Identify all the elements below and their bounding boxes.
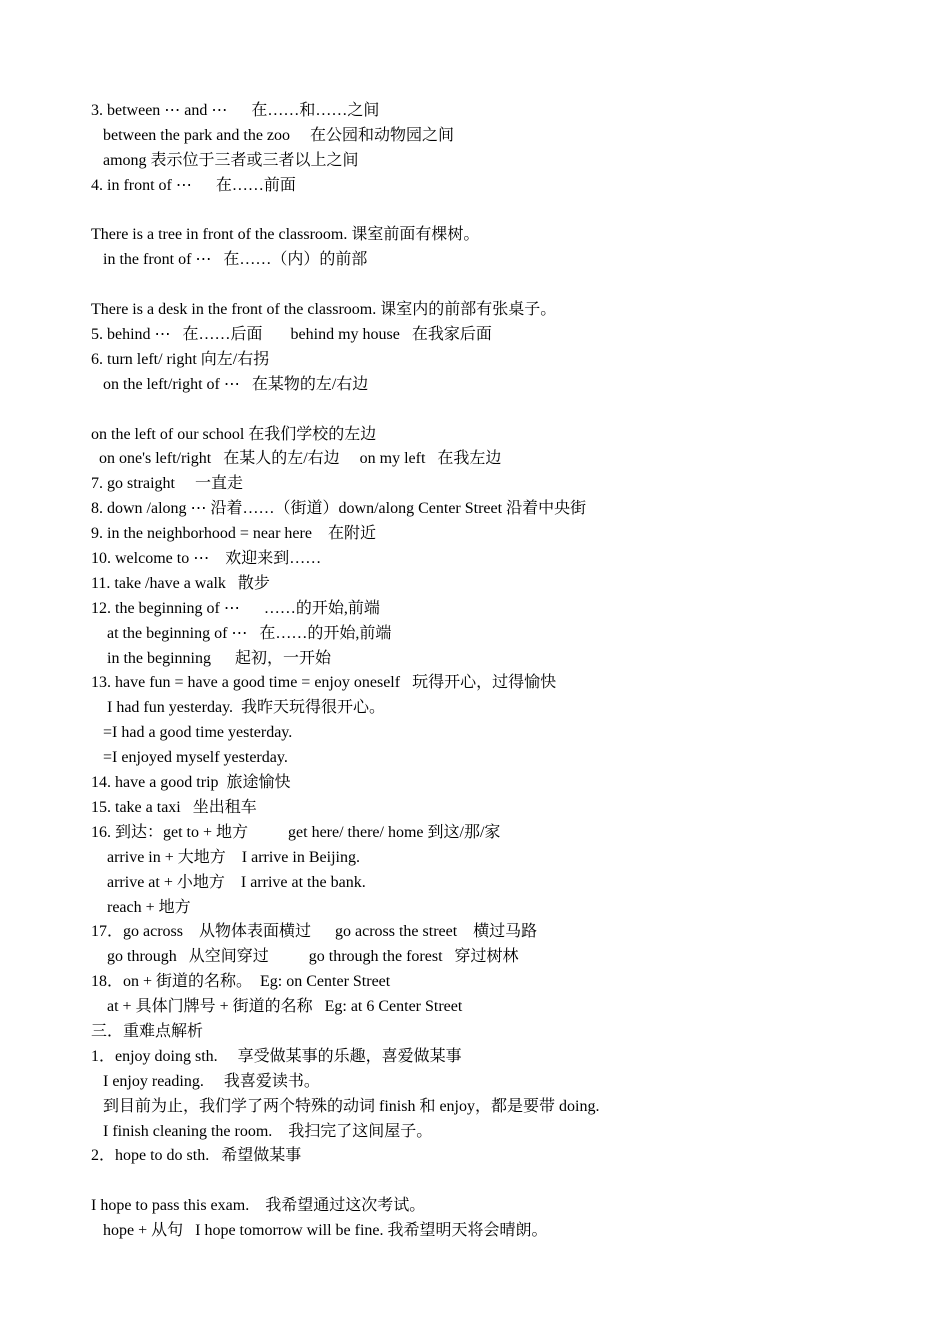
text-line: 11. take /have a walk 散步 <box>91 574 270 592</box>
text-line: go through 从空间穿过 go through the forest 穿过树林 <box>91 948 519 966</box>
text-line: 三．重难点解析 <box>91 1022 204 1040</box>
text-line: 13. have fun = have a good time = enjoy oneself 玩得开心，过得愉快 <box>91 674 557 692</box>
text-line: arrive in + 大地方 I arrive in Beijing. <box>91 848 360 866</box>
text-line: I had fun yesterday. 我昨天玩得很开心。 <box>91 699 386 717</box>
document-body <box>91 99 911 1244</box>
text-line: 15. take a taxi 坐出租车 <box>91 798 257 816</box>
text-line: 16. 到达：get to + 地方 get here/ there/ home 到这/那/家 <box>91 823 501 841</box>
text-line: among 表示位于三者或三者以上之间 <box>91 151 359 169</box>
text-line: There is a tree in front of the classroom. 课室前面有棵树。 <box>91 226 480 244</box>
text-line: 7. go straight 一直走 <box>91 475 243 493</box>
text-line: 14. have a good trip 旅途愉快 <box>91 774 291 792</box>
text-line: I enjoy reading. 我喜爱读书。 <box>91 1072 320 1090</box>
text-line: 4. in front of ⋯ 在……前面 <box>91 176 296 194</box>
text-line: 6. turn left/ right 向左/右拐 <box>91 350 270 368</box>
text-line: on the left/right of ⋯ 在某物的左/右边 <box>91 375 369 393</box>
text-line: reach + 地方 <box>91 898 191 916</box>
text-line: =I had a good time yesterday. <box>91 724 293 742</box>
text-line: 8. down /along ⋯ 沿着……（街道）down/along Center Street 沿着中央街 <box>91 500 587 518</box>
text-line <box>91 398 911 423</box>
text-line: hope + 从句 I hope tomorrow will be fine. 我希望明天将会晴朗。 <box>91 1222 548 1240</box>
text-line: =I enjoyed myself yesterday. <box>91 749 288 767</box>
text-line: 到目前为止，我们学了两个特殊的动词 finish 和 enjoy，都是要带 doing. <box>91 1097 600 1115</box>
text-line <box>91 199 911 224</box>
text-line: I finish cleaning the room. 我扫完了这间屋子。 <box>91 1122 433 1140</box>
text-line <box>91 273 911 298</box>
text-line: on the left of our school 在我们学校的左边 <box>91 425 377 443</box>
text-line: 10. welcome to ⋯ 欢迎来到…… <box>91 550 322 568</box>
text-line: in the beginning 起初，一开始 <box>91 649 331 667</box>
text-line: at + 具体门牌号 + 街道的名称 Eg: at 6 Center Street <box>91 998 463 1016</box>
text-line: 18．on + 街道的名称。 Eg: on Center Street <box>91 973 391 991</box>
text-line: 9. in the neighborhood = near here 在附近 <box>91 525 376 543</box>
text-line: 5. behind ⋯ 在……后面 behind my house 在我家后面 <box>91 326 492 344</box>
text-line: 1．enjoy doing sth. 享受做某事的乐趣，喜爱做某事 <box>91 1047 462 1065</box>
text-line: 12. the beginning of ⋯ ……的开始,前端 <box>91 599 380 617</box>
text-line: arrive at + 小地方 I arrive at the bank. <box>91 873 366 891</box>
text-line: on one's left/right 在某人的左/右边 on my left 在我左边 <box>91 450 502 468</box>
text-line: between the park and the zoo 在公园和动物园之间 <box>91 126 455 144</box>
text-line: 2．hope to do sth. 希望做某事 <box>91 1147 302 1165</box>
text-line: I hope to pass this exam. 我希望通过这次考试。 <box>91 1197 426 1215</box>
text-line: 3. between ⋯ and ⋯ 在……和……之间 <box>91 102 380 119</box>
text-line <box>91 1169 911 1194</box>
text-line: in the front of ⋯ 在……（内）的前部 <box>91 251 368 269</box>
text-line: at the beginning of ⋯ 在……的开始,前端 <box>91 624 392 642</box>
text-line: There is a desk in the front of the classroom. 课室内的前部有张桌子。 <box>91 301 557 319</box>
text-line: 17．go across 从物体表面横过 go across the street 横过马路 <box>91 923 538 941</box>
